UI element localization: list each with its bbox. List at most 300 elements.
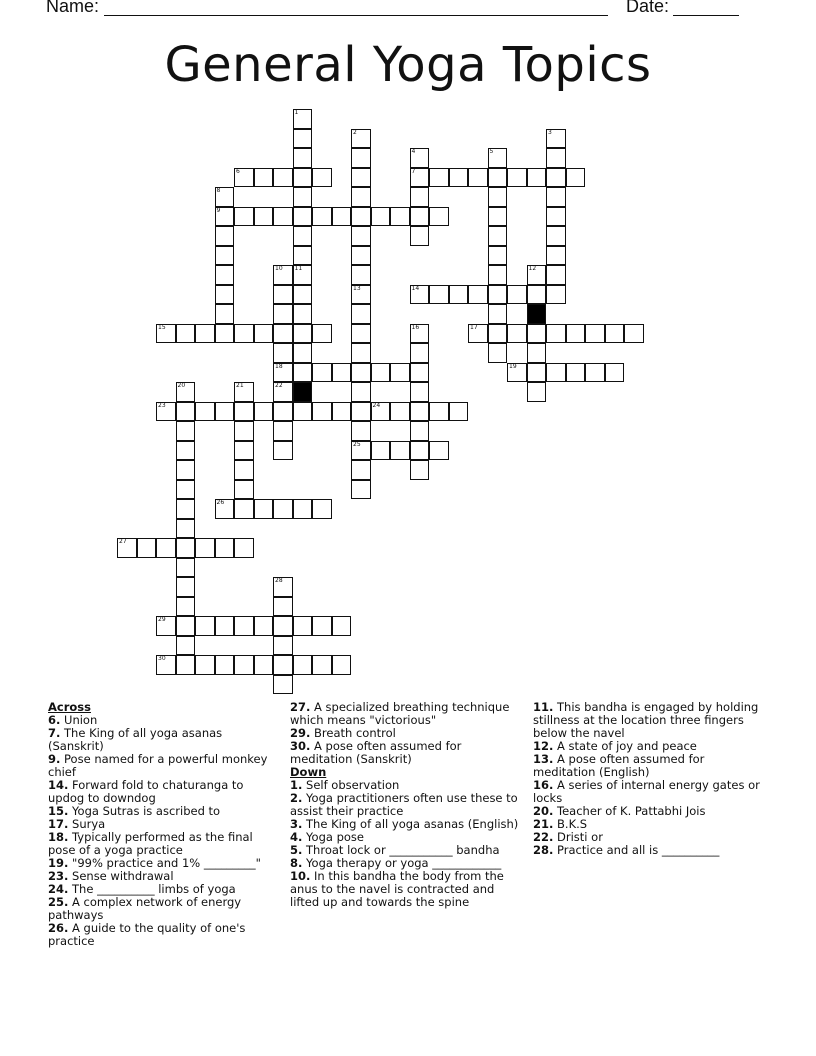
- clue-item: [48, 753, 278, 779]
- grid-cell[interactable]: [351, 246, 371, 266]
- grid-cell[interactable]: [410, 207, 430, 227]
- clue-number: 12: [528, 265, 537, 272]
- date-label: Date:: [626, 0, 670, 16]
- grid-cell[interactable]: [429, 285, 449, 305]
- clue-item-text: Self observation: [302, 778, 400, 792]
- grid-cell[interactable]: [332, 207, 352, 227]
- grid-cell[interactable]: [468, 285, 488, 305]
- clue-item-text: B.K.S: [553, 817, 588, 831]
- grid-cell[interactable]: [546, 265, 566, 285]
- grid-cell[interactable]: [156, 655, 176, 675]
- grid-cell[interactable]: [410, 148, 430, 168]
- grid-cell[interactable]: [254, 324, 274, 344]
- grid-cell[interactable]: [215, 616, 235, 636]
- clue-item-number: 19.: [48, 856, 69, 870]
- grid-cell[interactable]: [488, 324, 508, 344]
- grid-cell[interactable]: [273, 499, 293, 519]
- clue-item: [48, 727, 278, 753]
- grid-cell[interactable]: [215, 207, 235, 227]
- clue-number: 6: [236, 167, 240, 175]
- grid-cell[interactable]: [527, 168, 547, 188]
- grid-cell[interactable]: [273, 304, 293, 324]
- grid-cell[interactable]: [176, 655, 196, 675]
- grid-cell[interactable]: [507, 285, 527, 305]
- grid-cell[interactable]: [293, 207, 313, 227]
- clue-item-text: A pose often assumed for meditation (English): [533, 752, 705, 779]
- clue-number: 16: [411, 323, 420, 331]
- grid-cell[interactable]: [312, 168, 332, 188]
- grid-cell[interactable]: [176, 460, 196, 480]
- grid-cell[interactable]: [215, 499, 235, 519]
- grid-cell[interactable]: [176, 421, 196, 441]
- grid-cell[interactable]: [546, 226, 566, 246]
- clue-number: 30: [158, 655, 166, 662]
- grid-cell[interactable]: [488, 207, 508, 227]
- grid-cell[interactable]: [273, 382, 293, 402]
- clue-item-text: A specialized breathing technique which means "victorious": [290, 700, 510, 727]
- grid-cell[interactable]: [137, 538, 157, 558]
- grid-cell[interactable]: [605, 324, 625, 344]
- clue-item-text: Practice and all is __________: [553, 843, 720, 857]
- clue-number: 1: [294, 109, 299, 116]
- clue-item-text: Yoga practitioners often use these to assist their practice: [290, 791, 518, 818]
- grid-cell[interactable]: [215, 226, 235, 246]
- grid-cell[interactable]: [351, 363, 371, 383]
- grid-cell[interactable]: [273, 207, 293, 227]
- grid-cell[interactable]: [410, 441, 430, 461]
- grid-cell[interactable]: [254, 402, 274, 422]
- grid-cell[interactable]: [429, 168, 449, 188]
- grid-cell[interactable]: [176, 519, 196, 539]
- grid-cell[interactable]: [254, 207, 274, 227]
- grid-cell[interactable]: [215, 324, 235, 344]
- clue-item-number: 7.: [48, 726, 61, 740]
- grid-cell[interactable]: [312, 402, 332, 422]
- grid-cell[interactable]: [546, 285, 566, 305]
- clue-item-number: 17.: [48, 817, 69, 831]
- grid-cell[interactable]: [351, 382, 371, 402]
- grid-cell[interactable]: [176, 616, 196, 636]
- clue-number: 4: [411, 148, 416, 155]
- grid-cell[interactable]: [195, 616, 215, 636]
- grid-cell[interactable]: [449, 402, 469, 422]
- grid-cell[interactable]: [312, 655, 332, 675]
- grid-cell[interactable]: [215, 187, 235, 207]
- grid-cell[interactable]: [410, 343, 430, 363]
- grid-cell[interactable]: [234, 207, 254, 227]
- grid-cell[interactable]: [293, 324, 313, 344]
- grid-cell[interactable]: [507, 324, 527, 344]
- grid-cell[interactable]: [488, 304, 508, 324]
- grid-cell[interactable]: [585, 363, 605, 383]
- grid-cell[interactable]: [176, 558, 196, 578]
- page-title: General Yoga Topics: [164, 37, 652, 93]
- grid-cell[interactable]: [546, 207, 566, 227]
- grid-cell[interactable]: [215, 655, 235, 675]
- grid-cell[interactable]: [527, 285, 547, 305]
- clue-item: [48, 779, 278, 805]
- clue-item-text: Yoga Sutras is ascribed to: [68, 804, 221, 818]
- grid-cell[interactable]: [390, 363, 410, 383]
- clue-item: [533, 701, 768, 740]
- clue-number: 22: [275, 382, 283, 389]
- grid-cell[interactable]: [176, 597, 196, 617]
- clue-item-text: Yoga pose: [302, 830, 364, 844]
- clue-number: 21: [236, 382, 244, 389]
- grid-cell[interactable]: [293, 616, 313, 636]
- grid-cell[interactable]: [293, 402, 313, 422]
- grid-cell[interactable]: [488, 168, 508, 188]
- grid-cell[interactable]: [215, 538, 235, 558]
- grid-cell[interactable]: [293, 499, 313, 519]
- grid-cell[interactable]: [293, 168, 313, 188]
- clue-item-number: 6.: [48, 713, 61, 727]
- clue-item-number: 14.: [48, 778, 69, 792]
- grid-cell[interactable]: [176, 538, 196, 558]
- grid-cell[interactable]: [234, 168, 254, 188]
- clue-item-text: Typically performed as the final pose of a yoga practice: [48, 830, 253, 857]
- grid-cell[interactable]: [273, 597, 293, 617]
- clue-number: 19: [509, 362, 517, 370]
- grid-cell[interactable]: [293, 148, 313, 168]
- grid-cell[interactable]: [215, 265, 235, 285]
- clue-number: 27: [119, 538, 127, 545]
- grid-cell[interactable]: [156, 616, 176, 636]
- grid-cell[interactable]: [546, 168, 566, 188]
- clue-item-number: 28.: [533, 843, 554, 857]
- clue-item-text: Union: [60, 713, 98, 727]
- grid-cell[interactable]: [293, 265, 313, 285]
- grid-cell[interactable]: [293, 343, 313, 363]
- grid-cell[interactable]: [195, 538, 215, 558]
- grid-cell[interactable]: [390, 441, 410, 461]
- grid-cell[interactable]: [488, 187, 508, 207]
- grid-cell[interactable]: [273, 285, 293, 305]
- clue-item-text: A pose often assumed for meditation (Sanskrit): [290, 739, 462, 766]
- grid-cell[interactable]: [234, 538, 254, 558]
- grid-cell[interactable]: [254, 499, 274, 519]
- grid-cell[interactable]: [312, 324, 332, 344]
- grid-cell[interactable]: [488, 265, 508, 285]
- grid-cell[interactable]: [410, 324, 430, 344]
- grid-cell[interactable]: [468, 324, 488, 344]
- grid-cell[interactable]: [527, 343, 547, 363]
- clue-number: 17: [470, 323, 478, 331]
- grid-cell[interactable]: [507, 363, 527, 383]
- clue-item-text: Breath control: [310, 726, 396, 740]
- grid-cell[interactable]: [488, 148, 508, 168]
- clue-item-number: 10.: [290, 869, 311, 883]
- grid-cell[interactable]: [312, 363, 332, 383]
- grid-cell[interactable]: [351, 480, 371, 500]
- grid-cell[interactable]: [371, 207, 391, 227]
- grid-cell[interactable]: [293, 285, 313, 305]
- clue-item-number: 20.: [533, 804, 554, 818]
- grid-cell[interactable]: [351, 265, 371, 285]
- grid-cell[interactable]: [527, 363, 547, 383]
- grid-cell[interactable]: [605, 363, 625, 383]
- grid-cell[interactable]: [410, 187, 430, 207]
- grid-cell[interactable]: [254, 616, 274, 636]
- clue-item: [290, 870, 520, 909]
- clue-item-text: A complex network of energy pathways: [48, 895, 242, 922]
- grid-cell[interactable]: [371, 363, 391, 383]
- grid-cell[interactable]: [546, 324, 566, 344]
- clue-item: [48, 831, 278, 857]
- grid-cell[interactable]: [273, 363, 293, 383]
- clue-item-text: This bandha is engaged by holding stillness at the location three fingers below the navel: [533, 700, 759, 740]
- grid-cell[interactable]: [527, 265, 547, 285]
- grid-cell[interactable]: [293, 226, 313, 246]
- clue-column-3: [533, 701, 768, 857]
- clue-item-text: The __________ limbs of yoga: [68, 882, 236, 896]
- clue-number: 10: [275, 265, 283, 272]
- grid-cell[interactable]: [176, 402, 196, 422]
- grid-cell[interactable]: [351, 402, 371, 422]
- grid-cell[interactable]: [410, 460, 430, 480]
- grid-cell[interactable]: [176, 480, 196, 500]
- grid-cell[interactable]: [527, 324, 547, 344]
- clue-column-1: [48, 701, 278, 948]
- grid-cell[interactable]: [390, 402, 410, 422]
- grid-cell[interactable]: [351, 168, 371, 188]
- grid-cell[interactable]: [273, 675, 293, 695]
- grid-cell[interactable]: [410, 285, 430, 305]
- grid-cell[interactable]: [156, 402, 176, 422]
- grid-cell[interactable]: [176, 499, 196, 519]
- grid-cell[interactable]: [351, 187, 371, 207]
- grid-cell[interactable]: [332, 363, 352, 383]
- clue-item-number: 3.: [290, 817, 303, 831]
- grid-cell[interactable]: [546, 246, 566, 266]
- grid-cell[interactable]: [566, 363, 586, 383]
- grid-cell[interactable]: [273, 324, 293, 344]
- grid-cell[interactable]: [371, 441, 391, 461]
- grid-cell[interactable]: [156, 324, 176, 344]
- grid-cell[interactable]: [624, 324, 644, 344]
- clue-item-text: The King of all yoga asanas (Sanskrit): [48, 726, 223, 753]
- clue-item-number: 26.: [48, 921, 69, 935]
- clue-item: [48, 896, 278, 922]
- grid-cell[interactable]: [156, 538, 176, 558]
- clue-number: 20: [177, 382, 186, 389]
- clue-item-number: 27.: [290, 700, 311, 714]
- across-heading: Across: [48, 700, 91, 714]
- grid-cell[interactable]: [293, 187, 313, 207]
- clue-number: 15: [158, 323, 166, 331]
- grid-cell[interactable]: [488, 343, 508, 363]
- grid-cell[interactable]: [332, 402, 352, 422]
- grid-cell[interactable]: [293, 109, 313, 129]
- grid-cell[interactable]: [234, 324, 254, 344]
- clue-item: [533, 779, 768, 805]
- grid-cell[interactable]: [293, 655, 313, 675]
- grid-cell[interactable]: [293, 129, 313, 149]
- clue-item-text: In this bandha the body from the anus to the navel is contracted and lifted up and towards the spine: [290, 869, 504, 909]
- grid-cell[interactable]: [234, 402, 254, 422]
- grid-cell[interactable]: [234, 655, 254, 675]
- grid-cell[interactable]: [351, 207, 371, 227]
- grid-cell[interactable]: [234, 421, 254, 441]
- clue-item-number: 16.: [533, 778, 554, 792]
- clue-item-number: 22.: [533, 830, 554, 844]
- grid-cell[interactable]: [273, 616, 293, 636]
- grid-cell[interactable]: [371, 402, 391, 422]
- clue-number: 25: [353, 440, 361, 448]
- grid-cell[interactable]: [351, 285, 371, 305]
- grid-cell[interactable]: [273, 636, 293, 656]
- clue-number: 3: [548, 128, 552, 136]
- grid-cell[interactable]: [312, 616, 332, 636]
- grid-cell[interactable]: [351, 441, 371, 461]
- clue-item-text: "99% practice and 1% _________": [68, 856, 261, 870]
- grid-cell[interactable]: [566, 324, 586, 344]
- grid-cell[interactable]: [195, 655, 215, 675]
- grid-cell[interactable]: [215, 402, 235, 422]
- grid-cell[interactable]: [176, 324, 196, 344]
- grid-cell[interactable]: [234, 499, 254, 519]
- grid-cell[interactable]: [273, 265, 293, 285]
- grid-cell[interactable]: [449, 168, 469, 188]
- grid-cell[interactable]: [546, 148, 566, 168]
- clue-item-number: 25.: [48, 895, 69, 909]
- grid-cell[interactable]: [351, 343, 371, 363]
- clue-item: [290, 701, 520, 727]
- clue-number: 7: [411, 167, 416, 175]
- grid-cell[interactable]: [273, 421, 293, 441]
- grid-cell[interactable]: [429, 207, 449, 227]
- grid-cell[interactable]: [351, 460, 371, 480]
- clue-number: 14: [411, 284, 420, 292]
- grid-cell[interactable]: [410, 168, 430, 188]
- grid-cell[interactable]: [215, 246, 235, 266]
- clue-item-text: Teacher of K. Pattabhi Jois: [553, 804, 706, 818]
- grid-cell[interactable]: [507, 168, 527, 188]
- clue-item: [533, 844, 768, 857]
- grid-cell[interactable]: [312, 207, 332, 227]
- clue-item-number: 2.: [290, 791, 303, 805]
- clue-item-number: 12.: [533, 739, 554, 753]
- grid-cell[interactable]: [195, 324, 215, 344]
- grid-cell[interactable]: [234, 441, 254, 461]
- grid-cell[interactable]: [176, 577, 196, 597]
- grid-cell[interactable]: [234, 382, 254, 402]
- clue-item-number: 21.: [533, 817, 554, 831]
- grid-cell[interactable]: [234, 460, 254, 480]
- grid-cell[interactable]: [273, 577, 293, 597]
- grid-cell[interactable]: [429, 402, 449, 422]
- grid-cell[interactable]: [351, 226, 371, 246]
- grid-cell[interactable]: [273, 441, 293, 461]
- grid-cell[interactable]: [410, 402, 430, 422]
- grid-cell[interactable]: [488, 285, 508, 305]
- grid-cell[interactable]: [176, 636, 196, 656]
- grid-cell[interactable]: [273, 343, 293, 363]
- clue-item-number: 30.: [290, 739, 311, 753]
- grid-cell[interactable]: [410, 421, 430, 441]
- clue-item-number: 18.: [48, 830, 69, 844]
- clue-number: 2: [353, 128, 357, 136]
- clue-item: [48, 922, 278, 948]
- grid-cell[interactable]: [351, 148, 371, 168]
- grid-cell[interactable]: [468, 168, 488, 188]
- grid-cell[interactable]: [410, 226, 430, 246]
- clue-item-number: 15.: [48, 804, 69, 818]
- grid-cell[interactable]: [234, 616, 254, 636]
- clue-item-text: The King of all yoga asanas (English): [302, 817, 519, 831]
- grid-cell[interactable]: [488, 246, 508, 266]
- grid-cell[interactable]: [195, 402, 215, 422]
- grid-cell[interactable]: [215, 285, 235, 305]
- grid-cell[interactable]: [410, 363, 430, 383]
- grid-cell[interactable]: [234, 480, 254, 500]
- grid-cell[interactable]: [254, 168, 274, 188]
- clue-item-number: 11.: [533, 700, 554, 714]
- grid-cell[interactable]: [566, 168, 586, 188]
- grid-cell[interactable]: [293, 363, 313, 383]
- grid-cell[interactable]: [390, 207, 410, 227]
- grid-cell[interactable]: [215, 304, 235, 324]
- name-label: Name:: [46, 0, 100, 16]
- grid-cell[interactable]: [546, 187, 566, 207]
- grid-cell[interactable]: [351, 304, 371, 324]
- grid-cell[interactable]: [332, 655, 352, 675]
- grid-cell[interactable]: [273, 168, 293, 188]
- grid-cell[interactable]: [293, 304, 313, 324]
- grid-cell[interactable]: [585, 324, 605, 344]
- black-grid-cell: [527, 304, 547, 324]
- clue-number: 8: [216, 187, 221, 194]
- grid-cell[interactable]: [293, 246, 313, 266]
- clue-item-text: Sense withdrawal: [68, 869, 174, 883]
- grid-cell[interactable]: [527, 382, 547, 402]
- clue-item-number: 13.: [533, 752, 554, 766]
- grid-cell[interactable]: [546, 363, 566, 383]
- clue-item-text: A state of joy and peace: [553, 739, 697, 753]
- grid-cell[interactable]: [410, 382, 430, 402]
- clue-item-number: 23.: [48, 869, 69, 883]
- clue-item-text: Surya: [68, 817, 106, 831]
- grid-cell[interactable]: [449, 285, 469, 305]
- clue-item-text: Yoga therapy or yoga ____________: [302, 856, 502, 870]
- clue-number: 13: [353, 284, 361, 292]
- clue-item-number: 24.: [48, 882, 69, 896]
- clue-number: 5: [489, 148, 494, 155]
- clue-item-text: A series of internal energy gates or locks: [533, 778, 760, 805]
- grid-cell[interactable]: [117, 538, 137, 558]
- clue-item-number: 29.: [290, 726, 311, 740]
- grid-cell[interactable]: [176, 441, 196, 461]
- grid-cell[interactable]: [176, 382, 196, 402]
- grid-cell[interactable]: [351, 324, 371, 344]
- grid-cell[interactable]: [273, 402, 293, 422]
- clue-item-text: Throat lock or ___________ bandha: [302, 843, 500, 857]
- grid-cell[interactable]: [273, 655, 293, 675]
- grid-cell[interactable]: [254, 655, 274, 675]
- clue-item-text: A guide to the quality of one's practice: [48, 921, 246, 948]
- grid-cell[interactable]: [351, 421, 371, 441]
- grid-cell[interactable]: [546, 129, 566, 149]
- grid-cell[interactable]: [351, 129, 371, 149]
- clue-number: 18: [275, 362, 283, 370]
- clue-number: 11: [294, 265, 303, 272]
- grid-cell[interactable]: [312, 499, 332, 519]
- clue-item-number: 9.: [48, 752, 61, 766]
- grid-cell[interactable]: [429, 441, 449, 461]
- grid-cell[interactable]: [332, 616, 352, 636]
- grid-cell[interactable]: [488, 226, 508, 246]
- clue-item: [290, 792, 520, 818]
